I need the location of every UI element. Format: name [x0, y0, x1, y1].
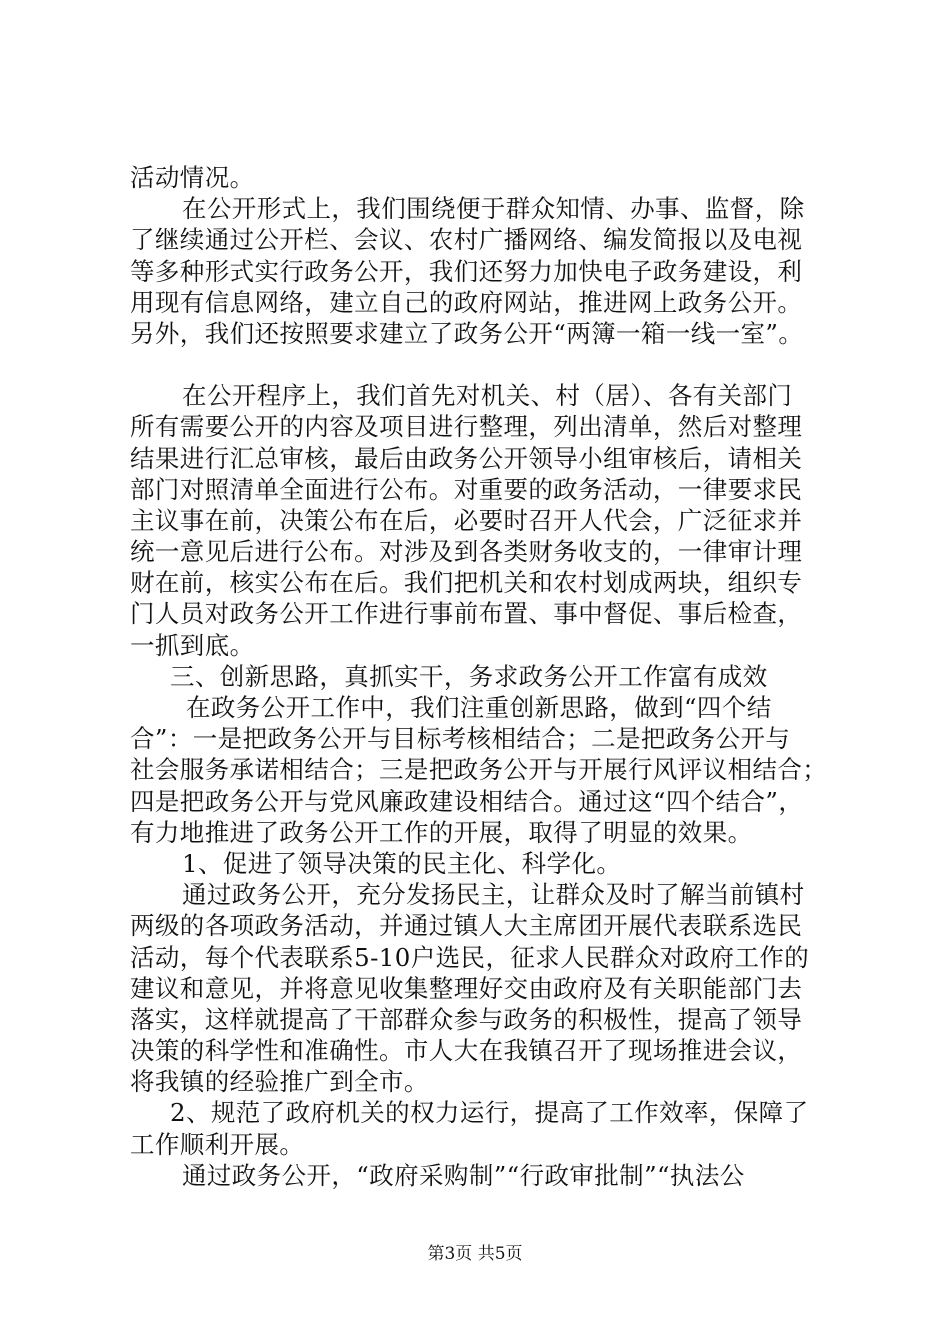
text-line: 在公开形式上，我们围绕便于群众知情、办事、监督，除 — [182, 194, 805, 224]
text-line: 通过政务公开，充分发扬民主，让群众及时了解当前镇村 — [182, 880, 805, 910]
text-line: 所有需要公开的内容及项目进行整理，列出清单，然后对整理 — [130, 412, 803, 442]
text-line: 决策的科学性和准确性。市人大在我镇召开了现场推进会议， — [130, 1036, 803, 1066]
text-line: 结果进行汇总审核，最后由政务公开领导小组审核后，请相关 — [130, 443, 803, 473]
text-line: 一抓到底。 — [130, 630, 255, 660]
text-line: 部门对照清单全面进行公布。对重要的政务活动，一律要求民 — [130, 474, 803, 504]
text-line: 落实，这样就提高了干部群众参与政务的积极性，提高了领导 — [130, 1004, 803, 1034]
text-line: 两级的各项政务活动，并通过镇人大主席团开展代表联系选民 — [130, 911, 803, 941]
text-line: 活动，每个代表联系5-10户选民，征求人民群众对政府工作的 — [130, 942, 810, 972]
text-line: 主议事在前，决策公布在后，必要时召开人代会，广泛征求并 — [130, 505, 803, 535]
text-line: 社会服务承诺相结合；三是把政务公开与开展行风评议相结合； — [130, 755, 828, 785]
text-line: 在政务公开工作中，我们注重创新思路，做到“四个结 — [186, 693, 772, 722]
subsection-heading: 2、规范了政府机关的权力运行，提高了工作效率，保障了 — [170, 1098, 809, 1128]
section-heading: 三、创新思路，真抓实干，务求政务公开工作富有成效 — [170, 661, 768, 691]
text-line: 将我镇的经验推广到全市。 — [130, 1067, 429, 1097]
text-line: 建议和意见，并将意见收集整理好交由政府及有关职能部门去 — [130, 973, 803, 1003]
text-line: 了继续通过公开栏、会议、农村广播网络、编发简报以及电视 — [130, 225, 803, 255]
text-line: 等多种形式实行政务公开，我们还努力加快电子政务建设，利 — [130, 256, 803, 286]
text-line: 有力地推进了政务公开工作的开展，取得了明显的效果。 — [130, 817, 753, 847]
text-line: 四是把政务公开与党风廉政建设相结合。通过这“四个结合”， — [130, 786, 804, 816]
text-line: 通过政务公开，“政府采购制”“行政审批制”“执法公 — [182, 1160, 745, 1190]
text-line: 另外，我们还按照要求建立了政务公开“两簿一箱一线一室”。 — [130, 318, 804, 348]
text-line: 统一意见后进行公布。对涉及到各类财务收支的，一律审计理 — [130, 537, 803, 567]
text-line: 财在前，核实公布在后。我们把机关和农村划成两块，组织专 — [130, 568, 803, 598]
text-line: 在公开程序上，我们首先对机关、村（居）、各有关部门 — [182, 381, 793, 411]
subsection-heading: 1、促进了领导决策的民主化、科学化。 — [182, 848, 622, 878]
text-line: 门人员对政务公开工作进行事前布置、事中督促、事后检查， — [130, 599, 803, 629]
page-footer — [0, 1243, 950, 1265]
paragraph-gap — [130, 349, 842, 380]
text-line: 用现有信息网络，建立自己的政府网站，推进网上政务公开。 — [130, 287, 803, 317]
text-line: 活动情况。 — [130, 163, 255, 192]
text-line: 合”：一是把政务公开与目标考核相结合；二是把政务公开与 — [130, 724, 791, 754]
text-line: 工作顺利开展。 — [130, 1129, 305, 1159]
document-body — [130, 162, 842, 1191]
page-number: 第3页 共5页 — [427, 1244, 523, 1264]
